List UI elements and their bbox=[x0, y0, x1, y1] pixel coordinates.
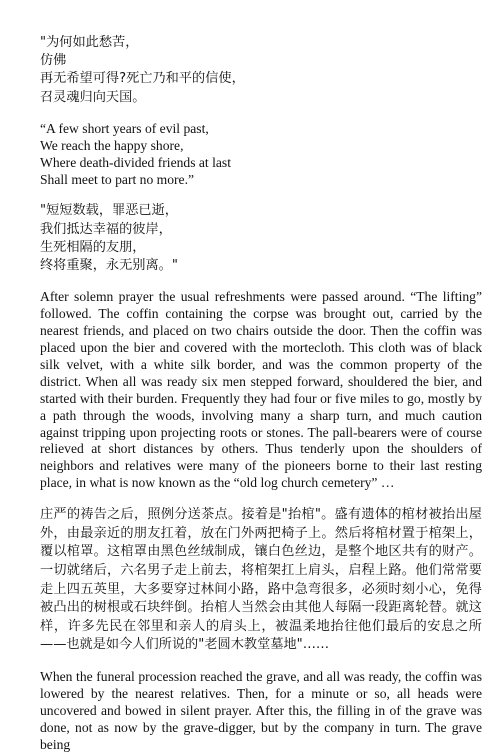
poem-line: 终将重聚，永无别离。" bbox=[40, 258, 178, 274]
poem-line: “A few short years of evil past, bbox=[40, 120, 209, 136]
poem-chinese-1 bbox=[40, 34, 482, 107]
poem-line: "短短数载，罪恶已逝， bbox=[40, 203, 178, 219]
poem-line: Where death-divided friends at last bbox=[40, 154, 231, 170]
poem-line: 我们抵达幸福的彼岸， bbox=[40, 221, 172, 237]
paragraph-english-1: After solemn prayer the usual refreshments were passed around. “The lifting” followed. The coffin containing the corpse was brought out, carried by the nearest friends, and placed on two chairs outside the door. Then the coffin was placed upon the bier and covered with the mortecloth. This cloth was of black silk velvet, with a white silk border, and was the common property of the district. When all was ready six men stepped forward, shouldered the bier, and started with their burden. Frequently they had four or five miles to go, mostly by a path through the woods, involving many a sharp turn, and much caution against tripping upon projecting roots or stones. The pall-bearers were of course relieved at short distances by others. Thus tenderly upon the shoulders of neighbors and relatives were many of the pioneers borne to their last resting place, in what is now known as the “old log church cemetery” … bbox=[40, 289, 482, 491]
poem-line: Shall meet to part no more.” bbox=[40, 171, 195, 187]
poem-line: We reach the happy shore, bbox=[40, 137, 184, 153]
poem-line: 再无希望可得?死亡乃和平的信使， bbox=[40, 71, 245, 87]
poem-line: "为何如此愁苦， bbox=[40, 35, 139, 50]
poem-line: 生死相隔的友朋， bbox=[40, 239, 146, 255]
poem-chinese-2 bbox=[40, 202, 482, 275]
paragraph-english-2: When the funeral procession reached the grave, and all was ready, the coffin was lowered by the nearest relatives. Then, for a minute or so, all heads were uncovered and bowed in silent prayer. After this, the filling in of the grave was done, not as now by the grave-digger, but by the company in turn. The grave being bbox=[40, 668, 482, 752]
paragraph-chinese-1: 庄严的祷告之后，照例分送茶点。接着是"抬棺"。盛有遗体的棺材被抬出屋外，由最亲近的朋友扛着，放在门外两把椅子上。然后将棺材置于棺架上，覆以棺罩。这棺罩由黑色丝绒制成，镶白色丝边，是整个地区共有的财产。一切就绪后，六名男子走上前去，将棺架扛上肩头，启程上路。他们常常要走上四五英里，大多要穿过林间小路，路中急弯很多，必须时刻小心，免得被凸出的树根或石块绊倒。抬棺人当然会由其他人每隔一段距离轮替。就这样，许多先民在邻里和亲人的肩头上，被温柔地抬往他们最后的安息之所——也就是如今人们所说的"老圆木教堂墓地"…… bbox=[40, 507, 482, 653]
poem-english bbox=[40, 121, 482, 189]
poem-line: 召灵魂归向天国。 bbox=[40, 89, 146, 105]
poem-line: 仿佛 bbox=[40, 53, 67, 69]
document-page bbox=[40, 34, 482, 753]
